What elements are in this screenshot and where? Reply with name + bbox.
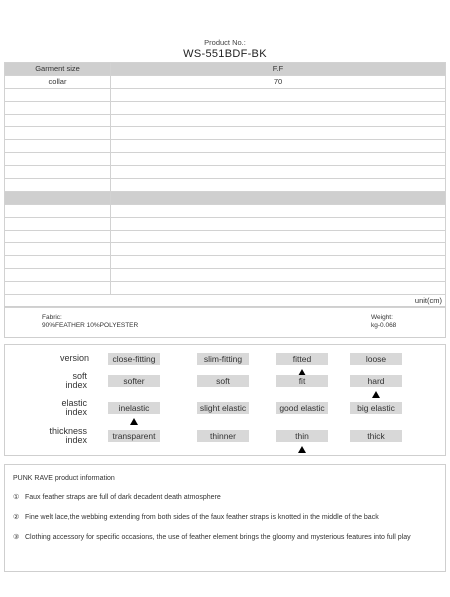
table-row (5, 217, 446, 230)
measurement-value (111, 127, 446, 140)
product-code: WS-551BDF-BK (183, 48, 267, 60)
measurement-name (5, 282, 111, 295)
attribute-option: softer (108, 375, 160, 387)
measurement-value (111, 282, 446, 295)
info-title: PUNK RAVE product information (13, 475, 115, 482)
attribute-option: close-fitting (108, 353, 160, 365)
attribute-option: slim-fitting (197, 353, 249, 365)
attribute-option: thick (350, 430, 402, 442)
fabric-info (42, 314, 138, 330)
table-row (5, 88, 446, 101)
product-header (0, 38, 450, 60)
info-item (13, 513, 425, 522)
attribute-option: thinner (197, 430, 249, 442)
table-row (5, 140, 446, 153)
attributes-panel (4, 344, 446, 456)
measurement-value (111, 191, 446, 204)
table-row (5, 114, 446, 127)
size-table-header (5, 63, 446, 76)
attribute-label-line: index (65, 407, 87, 417)
attribute-label-line: soft (72, 371, 87, 381)
table-row (5, 230, 446, 243)
measurement-name (5, 179, 111, 192)
measurement-value (111, 179, 446, 192)
weight-value: kg-0.068 (371, 322, 397, 329)
weight-info (371, 314, 396, 330)
info-item (13, 493, 425, 502)
attribute-label (5, 427, 87, 445)
measurement-name (5, 114, 111, 127)
table-row (5, 127, 446, 140)
measurement-value (111, 204, 446, 217)
table-row (5, 282, 446, 295)
product-info-box (4, 464, 446, 572)
attribute-label: version (59, 353, 89, 363)
attribute-option: soft (197, 375, 249, 387)
info-item (13, 533, 425, 542)
size-table (4, 62, 446, 308)
attribute-label (5, 399, 87, 417)
selected-indicator-icon (372, 391, 380, 398)
fabric-label: Fabric: (42, 314, 62, 321)
attribute-option: loose (350, 353, 402, 365)
measurement-name (5, 88, 111, 101)
size-ff-header: F.F (111, 63, 446, 76)
measurement-name (5, 153, 111, 166)
measurement-name (5, 217, 111, 230)
attribute-label-line: thickness (49, 426, 87, 436)
attribute-label-line: index (65, 435, 87, 445)
table-row (5, 269, 446, 282)
measurement-value (111, 140, 446, 153)
measurement-value (111, 153, 446, 166)
measurement-name (5, 101, 111, 114)
attribute-option: slight elastic (197, 402, 249, 414)
measurement-value (111, 243, 446, 256)
table-row (5, 153, 446, 166)
info-item-text: Fine welt lace,the webbing extending from both sides of the faux feather straps is knotted in the middle of the back (25, 514, 379, 521)
measurement-value (111, 101, 446, 114)
measurement-name (5, 140, 111, 153)
table-row (5, 166, 446, 179)
attribute-label-line: elastic (61, 398, 87, 408)
info-item-number: ② (13, 514, 20, 521)
measurement-name (5, 230, 111, 243)
table-row (5, 243, 446, 256)
measurement-name (5, 269, 111, 282)
table-row (5, 256, 446, 269)
fabric-value: 90%FEATHER 10%POLYESTER (42, 322, 139, 329)
measurement-name (5, 191, 111, 204)
product-no-label: Product No.: (204, 38, 246, 47)
info-item-number: ① (13, 494, 20, 501)
attribute-option: big elastic (350, 402, 402, 414)
fabric-weight-box (4, 306, 446, 338)
attribute-label (5, 372, 87, 390)
garment-size-header: Garment size (5, 63, 111, 76)
measurement-name (5, 204, 111, 217)
measurement-name (5, 243, 111, 256)
info-item-text: Clothing accessory for specific occasions, the use of feather element brings the gloomy and mysterious features into full play (25, 534, 411, 541)
attribute-option: hard (350, 375, 402, 387)
measurement-name (5, 256, 111, 269)
measurement-name (5, 127, 111, 140)
attribute-label-line: index (65, 380, 87, 390)
measurement-value (111, 256, 446, 269)
table-row (5, 191, 446, 204)
measurement-name: collar (5, 75, 111, 88)
selected-indicator-icon (130, 418, 138, 425)
measurement-name (5, 166, 111, 179)
unit-label: unit(cm) (5, 295, 446, 308)
measurement-value (111, 88, 446, 101)
table-row (5, 179, 446, 192)
attribute-option: good elastic (276, 402, 328, 414)
measurement-value (111, 217, 446, 230)
measurement-value: 70 (111, 75, 446, 88)
attribute-option: fitted (276, 353, 328, 365)
info-item-number: ③ (13, 534, 20, 541)
info-item-text: Faux feather straps are full of dark decadent death atmosphere (25, 494, 221, 501)
measurement-value (111, 166, 446, 179)
measurement-value (111, 230, 446, 243)
table-row (5, 101, 446, 114)
attribute-option: thin (276, 430, 328, 442)
attribute-option: transparent (108, 430, 160, 442)
weight-label: Weight: (371, 314, 393, 321)
measurement-value (111, 269, 446, 282)
table-row (5, 75, 446, 88)
table-row (5, 204, 446, 217)
selected-indicator-icon (298, 446, 306, 453)
measurement-value (111, 114, 446, 127)
attribute-option: inelastic (108, 402, 160, 414)
attribute-option: fit (276, 375, 328, 387)
